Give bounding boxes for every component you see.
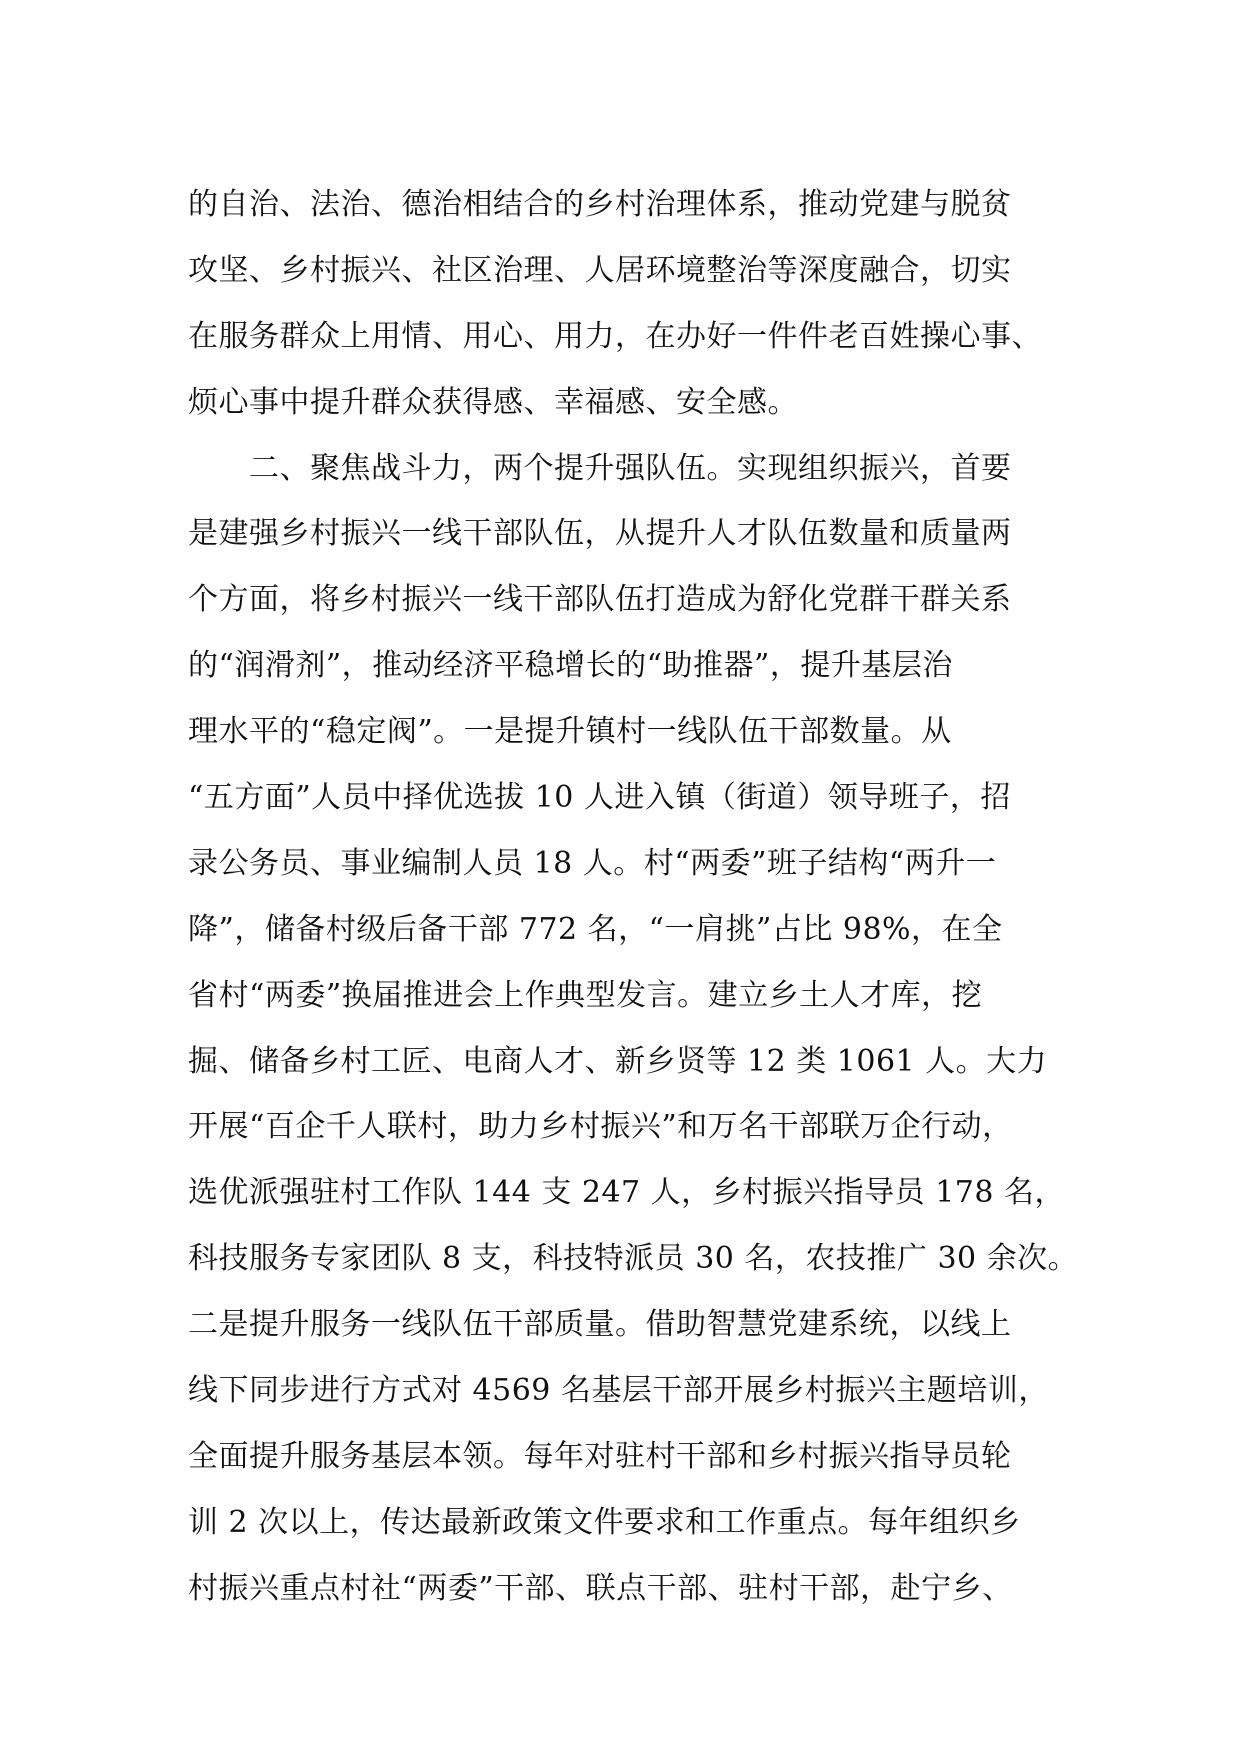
text-line: 线下同步进行方式对 4569 名基层干部开展乡村振兴主题培训， <box>188 1373 1049 1409</box>
text-line: 科技服务专家团队 8 支，科技特派员 30 名，农技推广 30 余次。 <box>188 1241 1079 1277</box>
text-line: 训 2 次以上，传达最新政策文件要求和工作重点。每年组织乡 <box>188 1504 1021 1540</box>
text-line: “五方面”人员中择优选拔 10 人进入镇（街道）领导班子，招 <box>188 780 1011 816</box>
text-line: 录公务员、事业编制人员 18 人。村“两委”班子结构“两升一 <box>188 845 997 881</box>
text-line: 选优派强驻村工作队 144 支 247 人，乡村振兴指导员 178 名， <box>188 1175 1065 1211</box>
text-line: 在服务群众上用情、用心、用力，在办好一件件老百姓操心事、 <box>188 318 1042 354</box>
text-line: 省村“两委”换届推进会上作典型发言。建立乡土人才库，挖 <box>188 977 983 1013</box>
text-line: 烦心事中提升群众获得感、幸福感、安全感。 <box>188 384 798 420</box>
text-line: 村振兴重点村社“两委”干部、联点干部、驻村干部，赴宁乡、 <box>188 1570 1013 1606</box>
text-line: 是建强乡村振兴一线干部队伍，从提升人才队伍数量和质量两 <box>188 516 1012 552</box>
text-line: 开展“百企千人联村，助力乡村振兴”和万名干部联万企行动， <box>188 1109 1013 1145</box>
text-line: 个方面，将乡村振兴一线干部队伍打造成为舒化党群干群关系 <box>188 582 1012 618</box>
text-line: 攻坚、乡村振兴、社区治理、人居环境整治等深度融合，切实 <box>188 252 1012 288</box>
body-text <box>188 172 1088 1622</box>
text-line: 降”，储备村级后备干部 772 名，“一肩挑”占比 98%，在全 <box>188 911 1003 947</box>
text-line: 理水平的“稳定阀”。一是提升镇村一线队伍干部数量。从 <box>188 714 952 750</box>
section-heading-line: 二、聚焦战斗力，两个提升强队伍。实现组织振兴，首要 <box>188 450 1012 486</box>
text-line: 的“润滑剂”，推动经济平稳增长的“助推器”，提升基层治 <box>188 648 953 684</box>
text-line: 的自治、法治、德治相结合的乡村治理体系，推动党建与脱贫 <box>188 187 1012 222</box>
text-line: 全面提升服务基层本领。每年对驻村干部和乡村振兴指导员轮 <box>188 1438 1012 1474</box>
text-line: 掘、储备乡村工匠、电商人才、新乡贤等 12 类 1061 人。大力 <box>188 1043 1048 1079</box>
text-line: 二是提升服务一线队伍干部质量。借助智慧党建系统，以线上 <box>188 1307 1012 1343</box>
